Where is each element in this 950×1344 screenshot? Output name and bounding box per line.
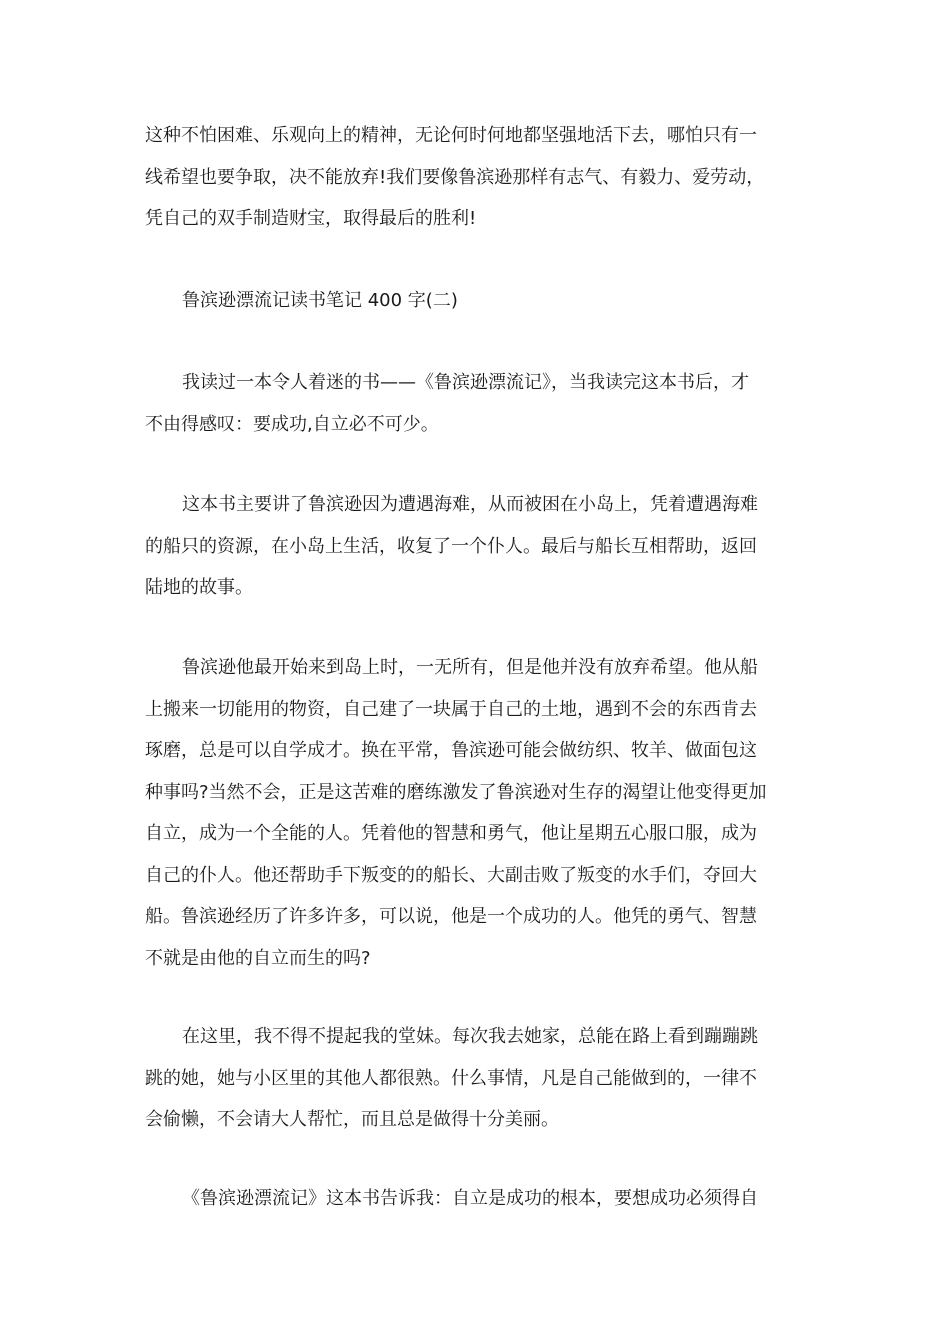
paragraph-conclusion: [145, 1178, 810, 1220]
text-line: 会偷懒，不会请大人帮忙，而且总是做得十分美丽。: [145, 1109, 559, 1130]
text-line: 在这里，我不得不提起我的堂妹。每次我去她家，总能在路上看到蹦蹦跳: [182, 1026, 758, 1047]
text-line: 自立，成为一个全能的人。凭着他的智慧和勇气，他让星期五心服口服，成为: [145, 823, 757, 844]
text-line: 《鲁滨逊漂流记》这本书告诉我：自立是成功的根本，要想成功必须得自: [182, 1188, 758, 1209]
section-heading: [145, 280, 810, 322]
text-line: 线希望也要争取，决不能放弃!我们要像鲁滨逊那样有志气、有毅力、爱劳动，: [145, 166, 765, 188]
text-line: 琢磨，总是可以自学成才。换在平常，鲁滨逊可能会做纺织、牧羊、做面包这: [145, 740, 757, 761]
text-line: 船。鲁滨逊经历了许多许多，可以说，他是一个成功的人。他凭的勇气、智慧: [145, 906, 757, 927]
text-line: 上搬来一切能用的物资，自己建了一块属于自己的土地，遇到不会的东西肯去: [145, 698, 757, 720]
text-line: 这本书主要讲了鲁滨逊因为遭遇海难，从而被困在小岛上，凭着遭遇海难: [182, 494, 758, 515]
paragraph-island-life: [145, 647, 810, 979]
text-line: 我读过一本令人着迷的书——《鲁滨逊漂流记》，当我读完这本书后，才: [182, 372, 749, 393]
text-line: 凭自己的双手制造财宝，取得最后的胜利!: [145, 208, 477, 229]
text-line: 种事吗?当然不会，正是这苦难的磨练激发了鲁滨逊对生存的渴望让他变得更加: [145, 781, 767, 803]
text-line: 不由得感叹：要成功,自立必不可少。: [145, 413, 439, 435]
paragraph-summary: [145, 484, 810, 609]
text-line: 自己的仆人。他还帮助手下叛变的的船长、大副击败了叛变的水手们，夺回大: [145, 864, 757, 886]
text-line: 陆地的故事。: [145, 577, 253, 598]
paragraph-cousin: [145, 1016, 810, 1141]
text-line: 的船只的资源，在小岛上生活，收复了一个仆人。最后与船长互相帮助，返回: [145, 535, 757, 557]
paragraph-intro: [145, 362, 810, 445]
text-line: 鲁滨逊他最开始来到岛上时，一无所有，但是他并没有放弃希望。他从船: [182, 657, 758, 678]
text-line: 不就是由他的自立而生的吗?: [145, 947, 371, 969]
heading-line: 鲁滨逊漂流记读书笔记 400 字(二): [182, 290, 458, 311]
paragraph-spirit: [145, 115, 810, 240]
text-line: 这种不怕困难、乐观向上的精神，无论何时何地都坚强地活下去，哪怕只有一: [145, 125, 757, 146]
text-line: 跳的她，她与小区里的其他人都很熟。什么事情，凡是自己能做到的，一律不: [145, 1067, 757, 1089]
